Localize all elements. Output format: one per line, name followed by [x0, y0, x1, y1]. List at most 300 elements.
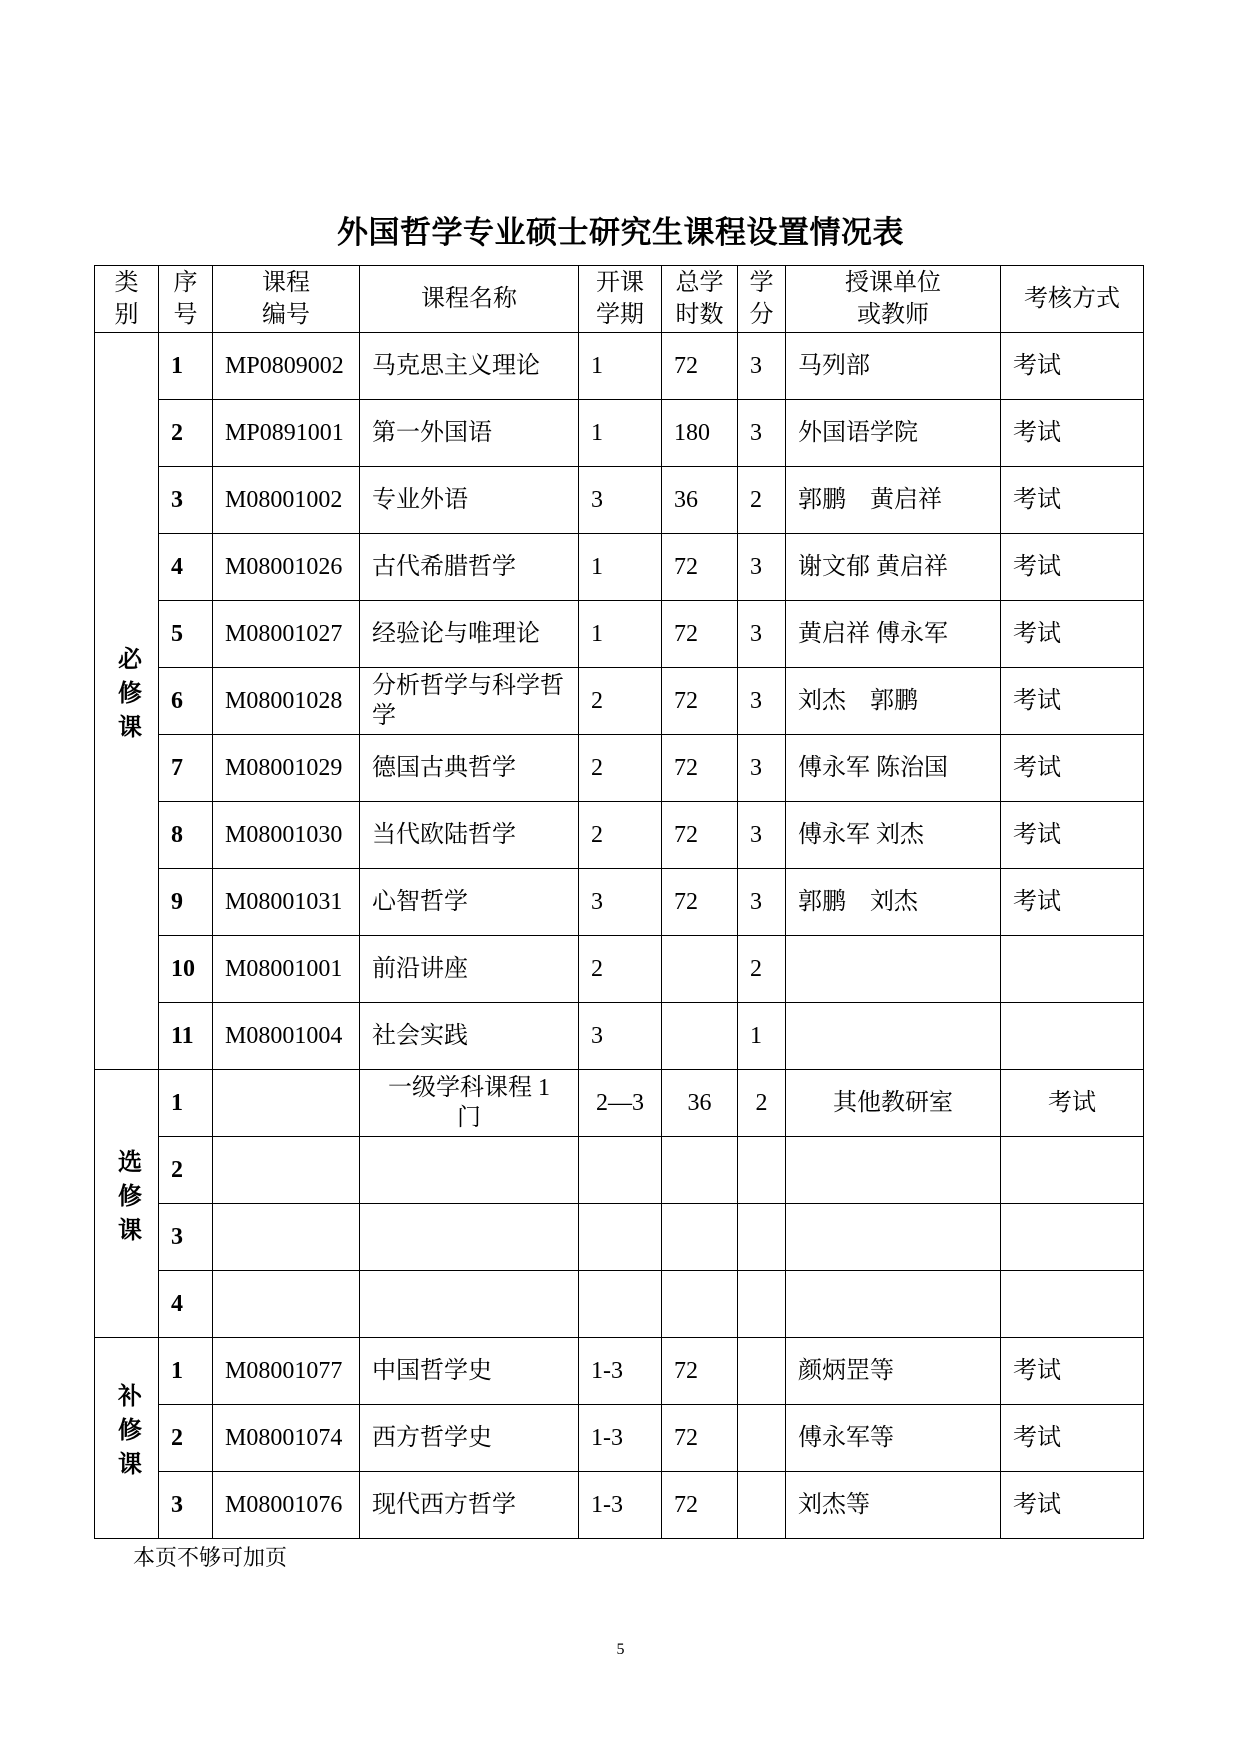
seq-text: 9: [171, 889, 183, 915]
seq-text: 2: [171, 420, 183, 446]
assessment-text: 考试: [1013, 822, 1061, 848]
seq-cell: [159, 400, 213, 467]
table-row: [95, 936, 1144, 1003]
assessment-cell: [1001, 467, 1144, 534]
table-row: [95, 1003, 1144, 1070]
instructor-cell: [786, 1472, 1001, 1539]
hours-cell: [662, 1405, 738, 1472]
category-cell: [95, 1070, 159, 1338]
course-code-text: MP0809002: [225, 353, 344, 379]
seq-text: 2: [171, 1157, 183, 1183]
course-code-text: M08001076: [225, 1492, 343, 1518]
course-name-cell: [360, 601, 579, 668]
table-row: [95, 869, 1144, 936]
semester-text: 3: [591, 1023, 603, 1049]
credits-cell: [738, 1070, 786, 1137]
credits-cell: [738, 1271, 786, 1338]
table-row: [95, 1405, 1144, 1472]
instructor-text: 谢文郁 黄启祥: [798, 554, 948, 580]
semester-cell: [579, 936, 662, 1003]
course-name-text: 西方哲学史: [372, 1425, 492, 1451]
course-name-text: 德国古典哲学: [372, 755, 516, 781]
hours-text: 72: [674, 1425, 698, 1451]
semester-text: 1: [591, 420, 603, 446]
category-label: 选修课: [113, 1148, 140, 1251]
instructor-cell: [786, 668, 1001, 735]
semester-text: 3: [591, 487, 603, 513]
semester-cell: [579, 1137, 662, 1204]
seq-cell: [159, 467, 213, 534]
header-line: 学期: [596, 302, 644, 328]
course-name-cell: [360, 534, 579, 601]
table-row: [95, 1338, 1144, 1405]
semester-cell: [579, 1070, 662, 1137]
seq-text: 6: [171, 688, 183, 714]
assessment-cell: [1001, 534, 1144, 601]
instructor-text: 外国语学院: [798, 420, 918, 446]
course-code-cell: [213, 1003, 360, 1070]
course-code-text: M08001027: [225, 621, 343, 647]
semester-text: 2: [591, 956, 603, 982]
header-total-hours: [662, 266, 738, 333]
table-row: [95, 1472, 1144, 1539]
course-name-cell: [360, 802, 579, 869]
credits-text: 2: [750, 956, 762, 982]
course-name-cell: [360, 467, 579, 534]
instructor-text: 其他教研室: [833, 1090, 953, 1116]
assessment-cell: [1001, 668, 1144, 735]
credits-cell: [738, 735, 786, 802]
seq-text: 1: [171, 1090, 183, 1116]
seq-cell: [159, 936, 213, 1003]
course-code-cell: [213, 869, 360, 936]
table-row: [95, 333, 1144, 400]
course-code-cell: [213, 1204, 360, 1271]
hours-cell: [662, 1070, 738, 1137]
semester-cell: [579, 1204, 662, 1271]
course-name-cell: [360, 1003, 579, 1070]
assessment-cell: [1001, 735, 1144, 802]
hours-text: 72: [674, 755, 698, 781]
course-name-text: 当代欧陆哲学: [372, 822, 516, 848]
seq-cell: [159, 1137, 213, 1204]
instructor-text: 黄启祥 傅永军: [798, 621, 948, 647]
header-line: 类: [114, 270, 139, 296]
table-row: [95, 1137, 1144, 1204]
credits-text: 2: [750, 487, 762, 513]
instructor-text: 刘杰 郭鹏: [798, 688, 918, 714]
instructor-cell: [786, 534, 1001, 601]
table-row: [95, 1070, 1144, 1137]
semester-cell: [579, 1271, 662, 1338]
course-name-cell: [360, 1204, 579, 1271]
semester-cell: [579, 802, 662, 869]
assessment-cell: [1001, 1070, 1144, 1137]
hours-cell: [662, 936, 738, 1003]
course-code-cell: [213, 333, 360, 400]
semester-text: 2: [591, 688, 603, 714]
credits-cell: [738, 534, 786, 601]
course-code-cell: [213, 400, 360, 467]
table-body: [95, 333, 1144, 1539]
credits-text: 3: [750, 889, 762, 915]
credits-text: 3: [750, 554, 762, 580]
credits-text: 3: [750, 621, 762, 647]
credits-cell: [738, 601, 786, 668]
hours-cell: [662, 1137, 738, 1204]
semester-cell: [579, 668, 662, 735]
semester-text: 1: [591, 554, 603, 580]
credits-text: 3: [750, 822, 762, 848]
table-row: [95, 1204, 1144, 1271]
course-name-text: 心智哲学: [372, 889, 468, 915]
assessment-cell: [1001, 936, 1144, 1003]
course-code-text: M08001074: [225, 1425, 343, 1451]
assessment-text: 考试: [1013, 889, 1061, 915]
header-line: 课程: [262, 270, 310, 296]
course-name-cell: [360, 668, 579, 735]
assessment-cell: [1001, 1338, 1144, 1405]
seq-cell: [159, 802, 213, 869]
instructor-text: 傅永军 刘杰: [798, 822, 924, 848]
assessment-cell: [1001, 1204, 1144, 1271]
hours-cell: [662, 1271, 738, 1338]
hours-text: 72: [674, 1492, 698, 1518]
semester-cell: [579, 869, 662, 936]
hours-cell: [662, 1338, 738, 1405]
instructor-cell: [786, 1405, 1001, 1472]
header-category: [95, 266, 159, 333]
header-line: 号: [173, 302, 198, 328]
header-line: 开课: [596, 270, 644, 296]
course-code-cell: [213, 802, 360, 869]
semester-text: 1-3: [591, 1425, 623, 1451]
assessment-text: 考试: [1013, 420, 1061, 446]
hours-text: 36: [687, 1090, 712, 1116]
course-code-cell: [213, 1271, 360, 1338]
table-row: [95, 802, 1144, 869]
assessment-text: 考试: [1013, 554, 1061, 580]
page-number: 5: [616, 1641, 625, 1658]
seq-text: 7: [171, 755, 183, 781]
instructor-text: 傅永军 陈治国: [798, 755, 948, 781]
seq-cell: [159, 735, 213, 802]
seq-cell: [159, 601, 213, 668]
course-code-cell: [213, 1338, 360, 1405]
assessment-text: 考试: [1048, 1090, 1096, 1116]
course-name-text: 中国哲学史: [372, 1358, 492, 1384]
hours-cell: [662, 668, 738, 735]
category-cell: [95, 1338, 159, 1539]
course-name-cell: [360, 735, 579, 802]
course-code-text: M08001031: [225, 889, 343, 915]
header-line: 或教师: [857, 302, 929, 328]
semester-cell: [579, 467, 662, 534]
hours-cell: [662, 1472, 738, 1539]
semester-text: 1: [591, 353, 603, 379]
table-row: [95, 467, 1144, 534]
credits-cell: [738, 869, 786, 936]
hours-cell: [662, 333, 738, 400]
header-course-code: [213, 266, 360, 333]
course-name-cell: [360, 1070, 579, 1137]
header-line: 序: [173, 270, 198, 296]
credits-cell: [738, 936, 786, 1003]
seq-text: 11: [171, 1023, 194, 1049]
category-cell: [95, 333, 159, 1070]
instructor-cell: [786, 333, 1001, 400]
instructor-cell: [786, 936, 1001, 1003]
assessment-cell: [1001, 1271, 1144, 1338]
semester-cell: [579, 1003, 662, 1070]
course-code-text: MP0891001: [225, 420, 344, 446]
course-code-text: M08001028: [225, 688, 343, 714]
table-row: [95, 534, 1144, 601]
assessment-text: 考试: [1013, 353, 1061, 379]
semester-text: 1-3: [591, 1492, 623, 1518]
seq-text: 8: [171, 822, 183, 848]
seq-cell: [159, 333, 213, 400]
course-table: [94, 265, 1144, 1539]
credits-cell: [738, 1405, 786, 1472]
course-name-text: 现代西方哲学: [372, 1492, 516, 1518]
seq-cell: [159, 668, 213, 735]
seq-text: 10: [171, 956, 195, 982]
course-name-text: 第一外国语: [372, 420, 492, 446]
semester-cell: [579, 1472, 662, 1539]
seq-text: 2: [171, 1425, 183, 1451]
hours-cell: [662, 400, 738, 467]
hours-text: 72: [674, 1358, 698, 1384]
hours-text: 72: [674, 688, 698, 714]
assessment-cell: [1001, 802, 1144, 869]
header-assessment: [1001, 266, 1144, 333]
assessment-cell: [1001, 333, 1144, 400]
assessment-text: 考试: [1013, 1358, 1061, 1384]
credits-text: 3: [750, 688, 762, 714]
course-code-text: M08001002: [225, 487, 343, 513]
header-line: 编号: [262, 302, 310, 328]
credits-cell: [738, 333, 786, 400]
header-line: 别: [114, 302, 139, 328]
course-name-cell: [360, 1472, 579, 1539]
seq-cell: [159, 1204, 213, 1271]
credits-cell: [738, 1338, 786, 1405]
course-code-text: M08001030: [225, 822, 343, 848]
assessment-text: 考试: [1013, 621, 1061, 647]
seq-cell: [159, 534, 213, 601]
course-name-cell: [360, 333, 579, 400]
hours-cell: [662, 601, 738, 668]
seq-text: 5: [171, 621, 183, 647]
semester-text: 2: [591, 755, 603, 781]
seq-text: 3: [171, 1224, 183, 1250]
seq-cell: [159, 1003, 213, 1070]
assessment-cell: [1001, 601, 1144, 668]
course-name-cell: [360, 1271, 579, 1338]
semester-cell: [579, 735, 662, 802]
hours-cell: [662, 1003, 738, 1070]
header-semester: [579, 266, 662, 333]
seq-text: 3: [171, 487, 183, 513]
header-credits: [738, 266, 786, 333]
header-seq: [159, 266, 213, 333]
instructor-cell: [786, 1003, 1001, 1070]
semester-text: 3: [591, 889, 603, 915]
seq-cell: [159, 1338, 213, 1405]
semester-cell: [579, 400, 662, 467]
instructor-cell: [786, 1338, 1001, 1405]
header-line: 课程名称: [421, 286, 517, 312]
course-name-text: 经验论与唯理论: [372, 621, 540, 647]
credits-cell: [738, 1472, 786, 1539]
header-row: [95, 266, 1144, 333]
credits-text: 1: [750, 1023, 762, 1049]
semester-text: 1-3: [591, 1358, 623, 1384]
credits-cell: [738, 802, 786, 869]
header-line: 考核方式: [1024, 286, 1120, 312]
hours-text: 72: [674, 621, 698, 647]
semester-cell: [579, 601, 662, 668]
assessment-text: 考试: [1013, 688, 1061, 714]
credits-cell: [738, 1204, 786, 1271]
credits-cell: [738, 668, 786, 735]
instructor-cell: [786, 601, 1001, 668]
hours-text: 180: [674, 420, 710, 446]
instructor-cell: [786, 802, 1001, 869]
hours-text: 36: [674, 487, 698, 513]
hours-cell: [662, 1204, 738, 1271]
hours-cell: [662, 534, 738, 601]
course-code-cell: [213, 467, 360, 534]
instructor-cell: [786, 1137, 1001, 1204]
table-row: [95, 668, 1144, 735]
category-label: 必修课: [113, 646, 140, 748]
header-line: 分: [749, 302, 774, 328]
instructor-cell: [786, 735, 1001, 802]
page-title: 外国哲学专业硕士研究生课程设置情况表: [337, 215, 904, 250]
course-code-text: M08001004: [225, 1023, 343, 1049]
seq-cell: [159, 1472, 213, 1539]
header-line: 时数: [675, 302, 724, 328]
course-name-text: 古代希腊哲学: [372, 554, 516, 580]
header-course-name: [360, 266, 579, 333]
seq-cell: [159, 1070, 213, 1137]
semester-text: 1: [591, 621, 603, 647]
hours-text: 72: [674, 554, 698, 580]
instructor-cell: [786, 400, 1001, 467]
course-code-text: M08001026: [225, 554, 343, 580]
instructor-cell: [786, 869, 1001, 936]
seq-text: 4: [171, 554, 183, 580]
hours-cell: [662, 735, 738, 802]
course-name-cell: [360, 936, 579, 1003]
hours-cell: [662, 467, 738, 534]
seq-cell: [159, 869, 213, 936]
table-row: [95, 735, 1144, 802]
assessment-cell: [1001, 869, 1144, 936]
header-line: 学: [749, 270, 774, 296]
assessment-text: 考试: [1013, 487, 1061, 513]
course-name-cell: [360, 1338, 579, 1405]
course-code-cell: [213, 601, 360, 668]
credits-cell: [738, 400, 786, 467]
course-name-text: 前沿讲座: [372, 956, 468, 982]
course-code-text: M08001029: [225, 755, 343, 781]
instructor-cell: [786, 1271, 1001, 1338]
table-row: [95, 400, 1144, 467]
table-row: [95, 1271, 1144, 1338]
credits-text: 2: [755, 1090, 768, 1116]
header-instructor: [786, 266, 1001, 333]
credits-cell: [738, 467, 786, 534]
course-name-cell: [360, 869, 579, 936]
semester-cell: [579, 1405, 662, 1472]
course-name-cell: [360, 1137, 579, 1204]
instructor-text: 傅永军等: [798, 1425, 894, 1451]
instructor-cell: [786, 1204, 1001, 1271]
semester-cell: [579, 333, 662, 400]
credits-text: 3: [750, 420, 762, 446]
course-name-cell: [360, 400, 579, 467]
credits-cell: [738, 1137, 786, 1204]
course-code-cell: [213, 1472, 360, 1539]
assessment-cell: [1001, 1003, 1144, 1070]
instructor-cell: [786, 467, 1001, 534]
course-code-cell: [213, 1137, 360, 1204]
course-code-cell: [213, 1070, 360, 1137]
instructor-text: 郭鹏 刘杰: [798, 889, 918, 915]
assessment-text: 考试: [1013, 1492, 1061, 1518]
category-label: 补修课: [113, 1383, 140, 1485]
credits-text: 3: [750, 755, 762, 781]
seq-text: 4: [171, 1291, 183, 1317]
credits-text: 3: [750, 353, 762, 379]
course-name-text: 分析哲学与科学哲学: [372, 673, 564, 729]
footnote: 本页不够可加页: [133, 1545, 288, 1570]
course-name-text: 马克思主义理论: [372, 353, 540, 379]
header-line: 授课单位: [845, 270, 941, 296]
semester-text: 2—3: [596, 1090, 644, 1116]
course-code-cell: [213, 936, 360, 1003]
seq-cell: [159, 1405, 213, 1472]
course-code-text: M08001077: [225, 1358, 343, 1384]
assessment-text: 考试: [1013, 755, 1061, 781]
table-row: [95, 601, 1144, 668]
seq-text: 1: [171, 353, 183, 379]
seq-cell: [159, 1271, 213, 1338]
instructor-text: 颜炳罡等: [798, 1358, 894, 1384]
course-name-cell: [360, 1405, 579, 1472]
table-header: [95, 266, 1144, 333]
header-line: 总学: [675, 270, 724, 296]
credits-cell: [738, 1003, 786, 1070]
semester-text: 2: [591, 822, 603, 848]
course-code-cell: [213, 1405, 360, 1472]
hours-cell: [662, 802, 738, 869]
instructor-cell: [786, 1070, 1001, 1137]
assessment-cell: [1001, 1472, 1144, 1539]
semester-cell: [579, 1338, 662, 1405]
assessment-cell: [1001, 400, 1144, 467]
hours-text: 72: [674, 889, 698, 915]
hours-text: 72: [674, 822, 698, 848]
semester-cell: [579, 534, 662, 601]
course-name-text: 专业外语: [372, 487, 468, 513]
hours-cell: [662, 869, 738, 936]
seq-text: 1: [171, 1358, 183, 1384]
instructor-text: 郭鹏 黄启祥: [798, 487, 942, 513]
